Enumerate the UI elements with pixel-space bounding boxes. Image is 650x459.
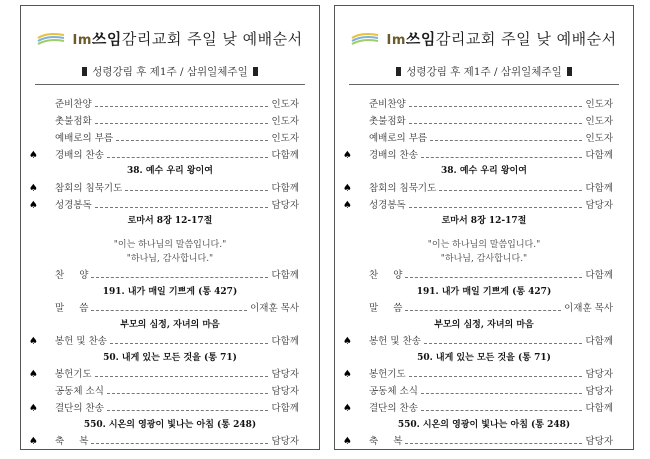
scripture-reference: 로마서 8장 12-17절 xyxy=(127,216,213,226)
order-item-confession: ♠ 참회의 침묵기도 다함께 xyxy=(29,183,299,194)
hymn-title: 191. 내가 매일 기쁘게 (통 427) xyxy=(416,287,552,297)
square-bullet-icon xyxy=(567,67,572,76)
square-bullet-icon xyxy=(396,67,401,76)
order-item-benediction: ♠ 축 복 담당자 xyxy=(343,436,613,447)
spade-icon: ♠ xyxy=(29,369,38,380)
spade-icon: ♠ xyxy=(343,369,352,380)
spade-icon: ♠ xyxy=(29,403,38,414)
hymn-title: 50. 내게 있는 모든 것을 (통 71) xyxy=(417,353,551,363)
order-item-scripture: ♠ 성경봉독 담당자 xyxy=(29,200,299,211)
hymn-title: 191. 내가 매일 기쁘게 (통 427) xyxy=(102,287,238,297)
order-item-sermon: 말 씀 이재훈 목사 xyxy=(55,303,299,314)
order-item-candle: 촛불점화 인도자 xyxy=(369,116,613,127)
bulletin-header xyxy=(21,28,319,58)
order-item-hymn-praise: ♠ 경배의 찬송 다함께 xyxy=(343,150,613,161)
order-item-sermon: 말 씀 이재훈 목사 xyxy=(369,303,613,314)
spade-icon: ♠ xyxy=(343,403,352,414)
order-item-scripture: ♠ 성경봉독 담당자 xyxy=(343,200,613,211)
square-bullet-icon xyxy=(253,67,258,76)
spade-icon: ♠ xyxy=(29,436,38,447)
spade-icon: ♠ xyxy=(343,436,352,447)
spade-icon: ♠ xyxy=(343,150,352,161)
hymn-title: 50. 내게 있는 모든 것을 (통 71) xyxy=(103,353,237,363)
divider xyxy=(349,84,619,85)
order-item-hymn-praise: ♠ 경배의 찬송 다함께 xyxy=(29,150,299,161)
spade-icon: ♠ xyxy=(29,150,38,161)
order-item-closing-hymn: ♠ 결단의 찬송 다함께 xyxy=(29,403,299,414)
sermon-title: 부모의 심정, 자녀의 마음 xyxy=(120,320,220,330)
order-item-confession: ♠ 참회의 침묵기도 다함께 xyxy=(343,183,613,194)
response-quote: "하나님, 감사합니다." xyxy=(126,254,214,264)
order-item-benediction: ♠ 축 복 담당자 xyxy=(29,436,299,447)
logo-swoosh-icon xyxy=(37,31,65,47)
spade-icon: ♠ xyxy=(29,183,38,194)
hymn-title: 550. 시온의 영광이 빛나는 아침 (통 248) xyxy=(397,420,571,430)
order-item-offering: ♠ 봉헌 및 찬송 다함께 xyxy=(343,336,613,347)
spade-icon: ♠ xyxy=(343,336,352,347)
order-item-anthem: 찬 양 다함께 xyxy=(369,270,613,281)
sermon-title: 부모의 심정, 자녀의 마음 xyxy=(434,320,534,330)
hymn-title: 38. 예수 우리 왕이여 xyxy=(441,166,527,176)
order-item-offering-prayer: ♠ 봉헌기도 담당자 xyxy=(29,369,299,380)
response-quote: "하나님, 감사합니다." xyxy=(440,254,528,264)
order-item-offering: ♠ 봉헌 및 찬송 다함께 xyxy=(29,336,299,347)
response-quote: "이는 하나님의 말씀입니다." xyxy=(427,240,541,250)
bulletin-page-left xyxy=(20,5,320,450)
logo-swoosh-icon xyxy=(351,31,379,47)
order-item-announcements: 공동체 소식 담당자 xyxy=(55,386,299,397)
hymn-title: 38. 예수 우리 왕이여 xyxy=(127,166,213,176)
bulletin-page-right xyxy=(334,5,634,450)
order-item-prelude: 준비찬양 인도자 xyxy=(369,99,613,110)
order-item-closing-hymn: ♠ 결단의 찬송 다함께 xyxy=(343,403,613,414)
bulletin-title: Im쓰임감리교회 주일 낮 예배순서 xyxy=(72,30,303,48)
square-bullet-icon xyxy=(82,67,87,76)
scripture-reference: 로마서 8장 12-17절 xyxy=(441,216,527,226)
order-item-announcements: 공동체 소식 담당자 xyxy=(369,386,613,397)
order-item-prelude: 준비찬양 인도자 xyxy=(55,99,299,110)
order-item-call: 예배로의 부름 인도자 xyxy=(369,133,613,144)
bulletin-subtitle: 성령강림 후 제1주 / 삼위일체주일 xyxy=(21,64,319,79)
order-item-offering-prayer: ♠ 봉헌기도 담당자 xyxy=(343,369,613,380)
response-quote: "이는 하나님의 말씀입니다." xyxy=(113,240,227,250)
bulletin-header xyxy=(335,28,633,58)
spade-icon: ♠ xyxy=(343,200,352,211)
order-item-candle: 촛불점화 인도자 xyxy=(55,116,299,127)
bulletin-title: Im쓰임감리교회 주일 낮 예배순서 xyxy=(386,30,617,48)
divider xyxy=(35,84,305,85)
order-item-call: 예배로의 부름 인도자 xyxy=(55,133,299,144)
spade-icon: ♠ xyxy=(29,200,38,211)
hymn-title: 550. 시온의 영광이 빛나는 아침 (통 248) xyxy=(83,420,257,430)
bulletin-subtitle: 성령강림 후 제1주 / 삼위일체주일 xyxy=(335,64,633,79)
order-item-anthem: 찬 양 다함께 xyxy=(55,270,299,281)
spade-icon: ♠ xyxy=(343,183,352,194)
spade-icon: ♠ xyxy=(29,336,38,347)
